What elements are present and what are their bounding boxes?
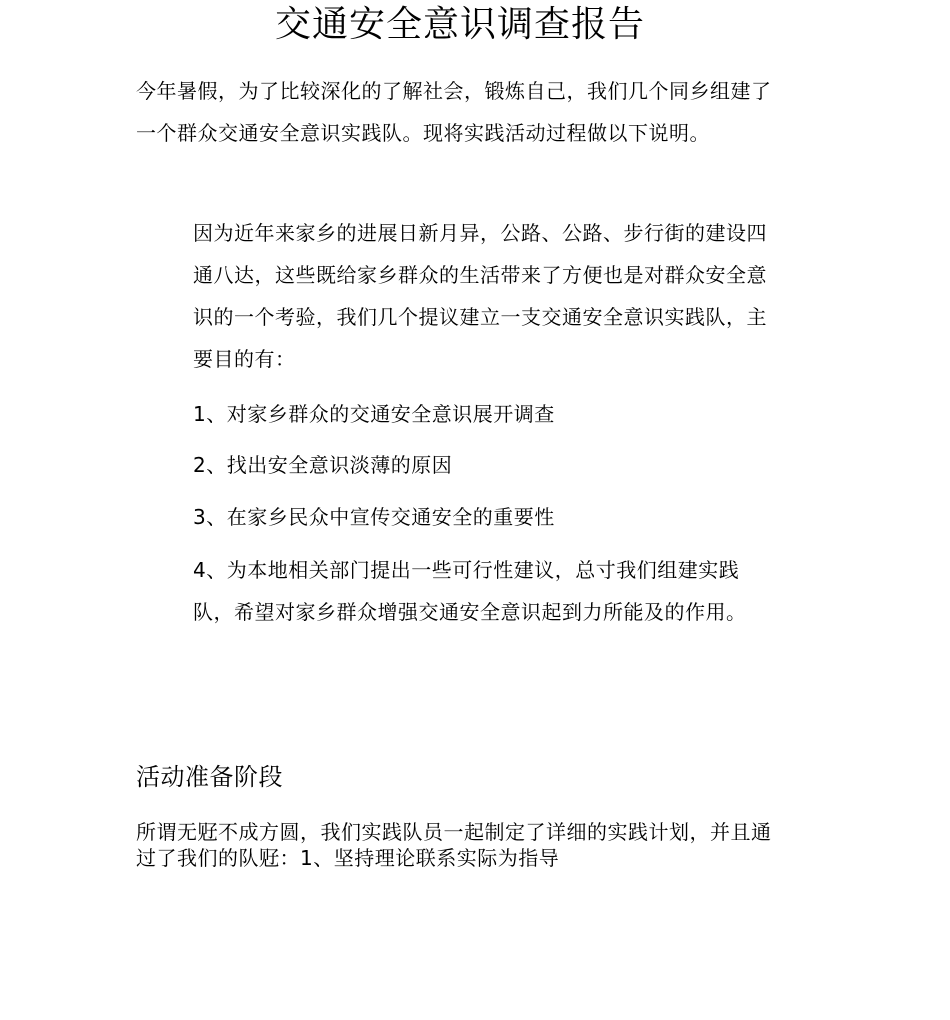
goal-item-4: 4、为本地相关部门提出一些可行性建议，总寸我们组建实践队，希望对家乡群众增强交通安全意识起到力所能及的作用。 bbox=[193, 558, 747, 624]
goal-item-1: 1、对家乡群众的交通安全意识展开调查 bbox=[193, 402, 555, 426]
goal-item-2: 2、找出安全意识淡薄的原因 bbox=[193, 453, 453, 477]
purpose-paragraph: 因为近年来家乡的进展日新月异，公路、公路、步行街的建设四通八达，这些既给家乡群众的生活带来了方便也是对群众安全意识的一个考验，我们几个提议建立一支交通安全意识实践队，主要目的有： bbox=[193, 221, 767, 371]
document-title: 交通安全意识调查报告 bbox=[274, 4, 645, 45]
section-body-paragraph: 所谓无觃不成方圆，我们实践队员一起制定了详细的实践计划，并且通过了我们的队觃：1、坚持理论联系实际为指导 bbox=[136, 820, 772, 870]
intro-paragraph: 今年暑假，为了比较深化的了解社会，锻炼自己，我们几个同乡组建了一个群众交通安全意识实践队。现将实践活动过程做以下说明。 bbox=[136, 79, 772, 145]
section-heading: 活动准备阶段 bbox=[136, 763, 283, 791]
goal-item-3: 3、在家乡民众中宣传交通安全的重要性 bbox=[193, 505, 555, 529]
